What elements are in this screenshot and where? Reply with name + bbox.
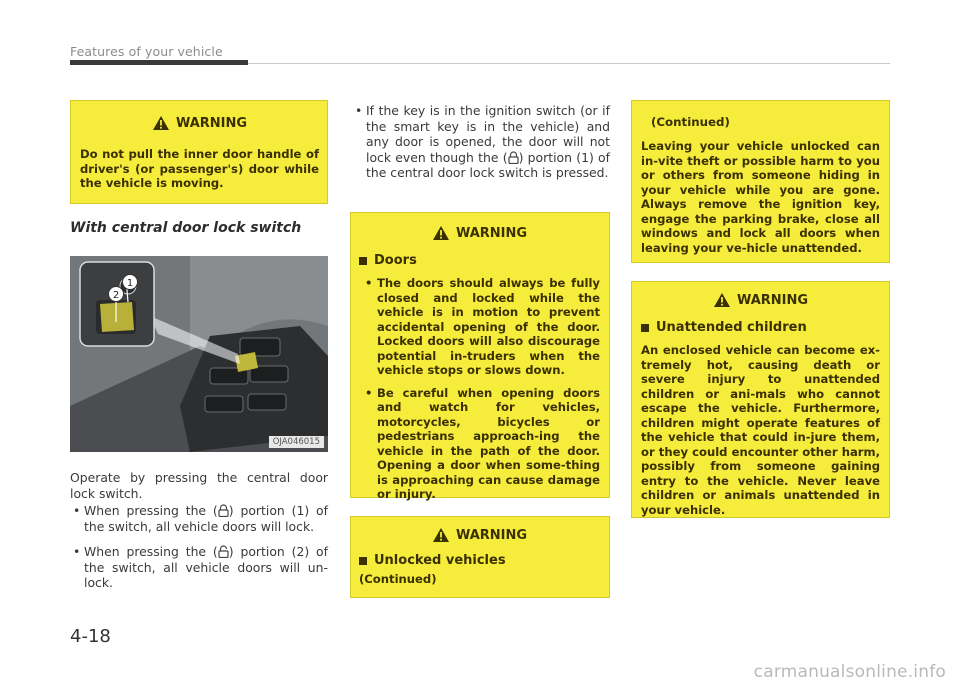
- warning-label: WARNING: [455, 225, 528, 241]
- list-item-unlock: • When pressing the ( ) portion (2) of the switch, all vehicle doors will un-lock.: [73, 544, 328, 590]
- list-text: If the key is in the ignition switch (or if the smart key is in the vehicle) and any door is opened, the door will not lock even though the (: [366, 103, 610, 165]
- section-title: Unattended children: [656, 320, 807, 335]
- intro-text: Operate by pressing the central door lock switch.: [70, 470, 328, 501]
- list-text: When pressing the (: [84, 544, 218, 559]
- continued-label: (Continued): [651, 115, 730, 129]
- warning-text: An enclosed vehicle can become ex-tremely hot, causing death or severe injury to unattended children or ani-mals who cannot escape the vehicle. Furthermore, children might operate features of the vehicle that could in-jure them, or they could encounter other harm, possibly from someone gaining entry to the vehicle. Never leave children or animals unattended in your vehicle.: [641, 343, 880, 517]
- warning-section-heading: [359, 553, 600, 568]
- bullet-text: The doors should always be fully closed and locked while the vehicle is in motion to prevent accidental opening of the door. Locked doors will also discourage potential in-truders when the vehicle stops or slows down.: [377, 276, 600, 377]
- warning-label: WARNING: [736, 292, 809, 308]
- warning-heading: [359, 527, 600, 543]
- door-switch-photo: [70, 256, 328, 452]
- square-bullet-icon: [359, 557, 367, 565]
- list-text: ) portion (1) of the switch, all vehicle doors will lock.: [84, 503, 328, 534]
- callout-1: 1: [126, 278, 134, 289]
- warning-section-heading: [359, 253, 600, 268]
- warning-box-doors: [350, 212, 610, 501]
- bullet-text: Be careful when opening doors and watch for vehicles, motorcycles, bicycles or pedestrians approach-ing the vehicle in the path of the door. Opening a door when some-thing is approaching can cause damage or injury.: [377, 385, 600, 501]
- warning-bullet: • The doors should always be fully closed and locked while the vehicle is in motion to prevent accidental opening of the door. Locked doors will also discourage potential in-truders when the vehicle stops or slows down.: [365, 276, 600, 377]
- warning-heading: [641, 292, 880, 308]
- warning-text: Do not pull the inner door handle of driver's (or passenger's) door while the vehicle is moving.: [80, 147, 319, 190]
- subheading: With central door lock switch: [70, 220, 302, 236]
- door-switch-illustration: [70, 256, 328, 452]
- warning-label: WARNING: [175, 115, 248, 131]
- callout-2: 2: [112, 290, 120, 301]
- list-item-key-ignition: • If the key is in the ignition switch (or if the smart key is in the vehicle) and any door is opened, the door will not lock even though the ( ) portion (1) of the central door lock switch is pressed.: [355, 103, 611, 180]
- warning-box-continued: [631, 100, 890, 263]
- lock-icon: [508, 151, 519, 164]
- continued-label: (Continued): [359, 572, 437, 586]
- warning-label: WARNING: [455, 527, 528, 543]
- list-text: ) portion (1) of the central door lock switch is pressed.: [366, 149, 611, 180]
- lock-icon: [218, 504, 229, 517]
- square-bullet-icon: [359, 257, 367, 265]
- page-number: 4-18: [70, 626, 111, 647]
- header-rule: [248, 63, 890, 64]
- figure-code: OJA046015: [269, 436, 324, 448]
- section-title: Doors: [374, 253, 417, 268]
- body-left: [70, 470, 328, 591]
- warning-box-door-handle: [70, 100, 328, 204]
- warning-box-unattended-children: [631, 281, 890, 518]
- warning-bullet: • Be careful when opening doors and watch for vehicles, motorcycles, bicycles or pedestrians approach-ing the vehicle in the path of the door. Opening a door when some-thing is approaching can cause damage or injury.: [365, 385, 600, 501]
- section-title: Unlocked vehicles: [374, 553, 506, 568]
- section-title: Features of your vehicle: [70, 44, 223, 59]
- warning-triangle-icon: [152, 115, 170, 131]
- watermark: carmanualsonline.info: [753, 662, 946, 682]
- body-middle: [352, 103, 610, 181]
- warning-text: Leaving your vehicle unlocked can in-vite theft or possible harm to you or others from someone hiding in your vehicle while you are gone. Always remove the ignition key, engage the parking brake, close all windows and lock all doors when leaving your ve-hicle unattended.: [641, 139, 880, 255]
- list-text: ) portion (2) of the switch, all vehicle doors will un-lock.: [84, 544, 328, 590]
- warning-box-unlocked-vehicles: [350, 516, 610, 598]
- unlock-icon: [218, 545, 229, 558]
- list-item-lock: • When pressing the ( ) portion (1) of the switch, all vehicle doors will lock.: [73, 503, 328, 534]
- list-text: When pressing the (: [84, 503, 218, 518]
- warning-triangle-icon: [432, 527, 450, 543]
- warning-triangle-icon: [432, 225, 450, 241]
- header-bar: [70, 60, 248, 65]
- warning-section-heading: [641, 320, 880, 335]
- warning-heading: [80, 115, 319, 131]
- square-bullet-icon: [641, 324, 649, 332]
- warning-triangle-icon: [713, 292, 731, 308]
- warning-heading: [359, 225, 600, 241]
